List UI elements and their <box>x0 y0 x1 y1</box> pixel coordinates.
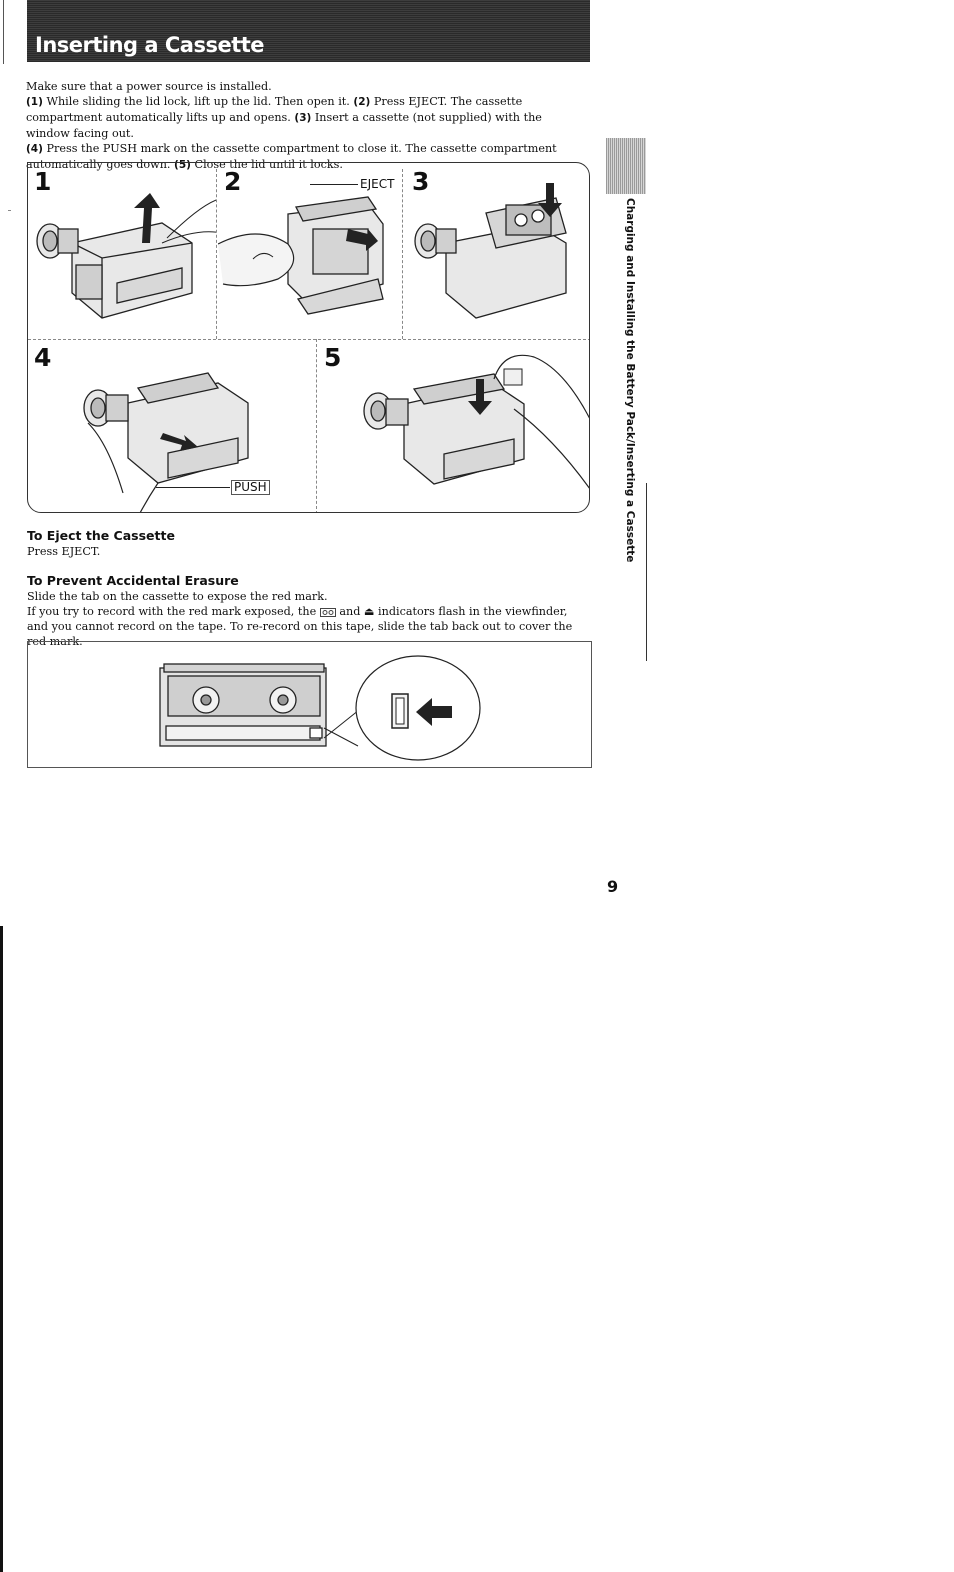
camcorder-eject-illustration <box>218 189 402 339</box>
eject-text: Press EJECT. <box>27 545 101 558</box>
section-thumb-tab <box>606 138 646 194</box>
panel-divider <box>402 169 403 339</box>
step-4-label: 4 <box>34 343 52 372</box>
step-5-number: (5) <box>174 159 191 171</box>
intro-paragraph <box>26 79 586 173</box>
side-rule <box>646 483 647 661</box>
camcorder-push-compartment-illustration <box>68 363 308 513</box>
eject-heading: To Eject the Cassette <box>27 528 175 543</box>
step-1-number: (1) <box>26 96 43 108</box>
page-number: 9 <box>607 877 619 896</box>
erasure-text-c: indicators flash in the viewfinder, and you cannot record on the tape. To re-record on this tape, slide the tab back out to cover the red mark. <box>27 605 573 648</box>
push-callout-label: PUSH <box>231 480 270 495</box>
step-2-label: 2 <box>224 167 242 196</box>
page-edge-rule <box>3 0 4 64</box>
step-2-number: (2) <box>353 96 371 108</box>
margin-tick <box>8 210 11 211</box>
step-4-text: Press the PUSH mark on the cassette compartment to close it. The cassette compartment automatically goes down. <box>26 142 557 171</box>
step-3-label: 3 <box>412 167 430 196</box>
panel-divider <box>316 339 317 513</box>
step-3-number: (3) <box>294 112 312 124</box>
step-5-text: Close the lid until it locks. <box>190 158 343 171</box>
panel-divider <box>216 169 217 339</box>
camcorder-insert-cassette-illustration <box>406 183 590 333</box>
panel-divider <box>28 339 590 340</box>
camcorder-close-lid-illustration <box>354 349 590 509</box>
step-illustrations-panel <box>27 162 590 513</box>
step-5-label: 5 <box>324 343 342 372</box>
intro-line: Make sure that a power source is installed. <box>26 80 272 93</box>
push-callout-line <box>156 487 230 488</box>
step-4-number: (4) <box>26 143 43 155</box>
tape-warning-icon <box>320 608 336 617</box>
eject-callout-label: EJECT <box>360 177 395 191</box>
erasure-line-1: Slide the tab on the cassette to expose the red mark. <box>27 590 328 603</box>
step-1-text: While sliding the lid lock, lift up the lid. Then open it. <box>42 95 354 108</box>
section-side-title: Charging and Installing the Battery Pack/Inserting a Cassette <box>624 198 636 563</box>
eject-callout-line <box>310 184 358 185</box>
erasure-text-b: and <box>335 605 364 618</box>
eject-indicator-icon: ⏏ <box>363 605 375 618</box>
cassette-tab-illustration-panel <box>27 641 592 768</box>
step-1-label: 1 <box>34 167 52 196</box>
step-3-text: Insert a cassette (not supplied) with the window facing out. <box>26 111 542 140</box>
camcorder-lid-open-illustration <box>32 183 216 333</box>
erasure-paragraph <box>27 589 587 649</box>
erasure-heading: To Prevent Accidental Erasure <box>27 573 239 588</box>
cassette-tab-illustration <box>28 642 591 767</box>
binding-edge-mark <box>0 926 3 1572</box>
erasure-text-a: If you try to record with the red mark exposed, the <box>27 605 320 618</box>
step-2-text: Press EJECT. The cassette compartment automatically lifts up and opens. <box>26 95 523 124</box>
page-title: Inserting a Cassette <box>35 33 265 57</box>
